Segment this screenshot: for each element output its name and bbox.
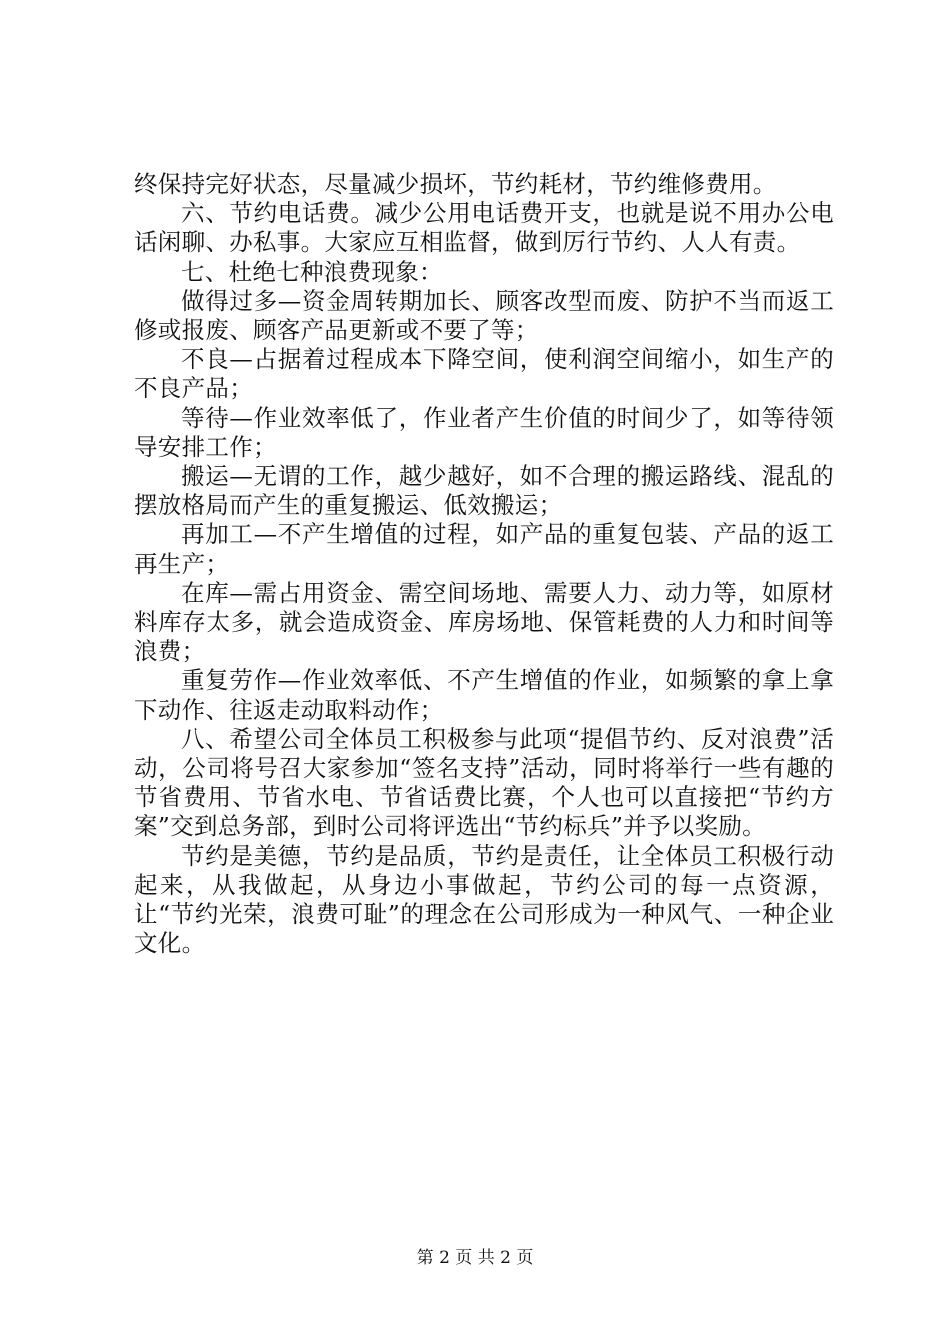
paragraph-waste-defects: 不良—占据着过程成本下降空间，使利润空间缩小，如生产的不良产品； bbox=[134, 345, 834, 403]
paragraph-waste-reprocessing: 再加工—不产生增值的过程，如产品的重复包装、产品的返工再生产； bbox=[134, 520, 834, 578]
page-footer bbox=[0, 1243, 950, 1268]
paragraph-waste-transport: 搬运—无谓的工作，越少越好，如不合理的搬运路线、混乱的摆放格局而产生的重复搬运、低效搬运； bbox=[134, 462, 834, 520]
paragraph-item-8: 八、希望公司全体员工积极参与此项“提倡节约、反对浪费”活动，公司将号召大家参加“签名支持”活动，同时将举行一些有趣的节省费用、节省水电、节省话费比赛，个人也可以直接把“节约方案”交到总务部，到时公司将评选出“节约标兵”并予以奖励。 bbox=[134, 724, 834, 841]
paragraph-conclusion: 节约是美德，节约是品质，节约是责任，让全体员工积极行动起来，从我做起，从身边小事做起，节约公司的每一点资源，让“节约光荣，浪费可耻”的理念在公司形成为一种风气、一种企业文化。 bbox=[134, 841, 834, 958]
paragraph-waste-overproduction: 做得过多—资金周转期加长、顾客改型而废、防护不当而返工修或报废、顾客产品更新或不要了等； bbox=[134, 286, 834, 345]
paragraph-waste-inventory: 在库—需占用资金、需空间场地、需要人力、动力等，如原材料库存太多，就会造成资金、库房场地、保管耗费的人力和时间等浪费； bbox=[134, 578, 834, 666]
paragraph-waste-motion: 重复劳作—作业效率低、不产生增值的作业，如频繁的拿上拿下动作、往返走动取料动作； bbox=[134, 666, 834, 724]
page-number-label: 第 2 页 共 2 页 bbox=[416, 1248, 534, 1268]
paragraph-continuation: 终保持完好状态，尽量减少损坏，节约耗材，节约维修费用。 bbox=[134, 170, 777, 198]
paragraph-waste-waiting: 等待—作业效率低了，作业者产生价值的时间少了，如等待领导安排工作； bbox=[134, 403, 834, 461]
paragraph-item-7: 七、杜绝七种浪费现象： bbox=[181, 257, 443, 286]
paragraph-item-6: 六、节约电话费。减少公用电话费开支，也就是说不用办公电话闲聊、办私事。大家应互相监督，做到厉行节约、人人有责。 bbox=[134, 199, 834, 257]
document-body bbox=[134, 170, 834, 958]
